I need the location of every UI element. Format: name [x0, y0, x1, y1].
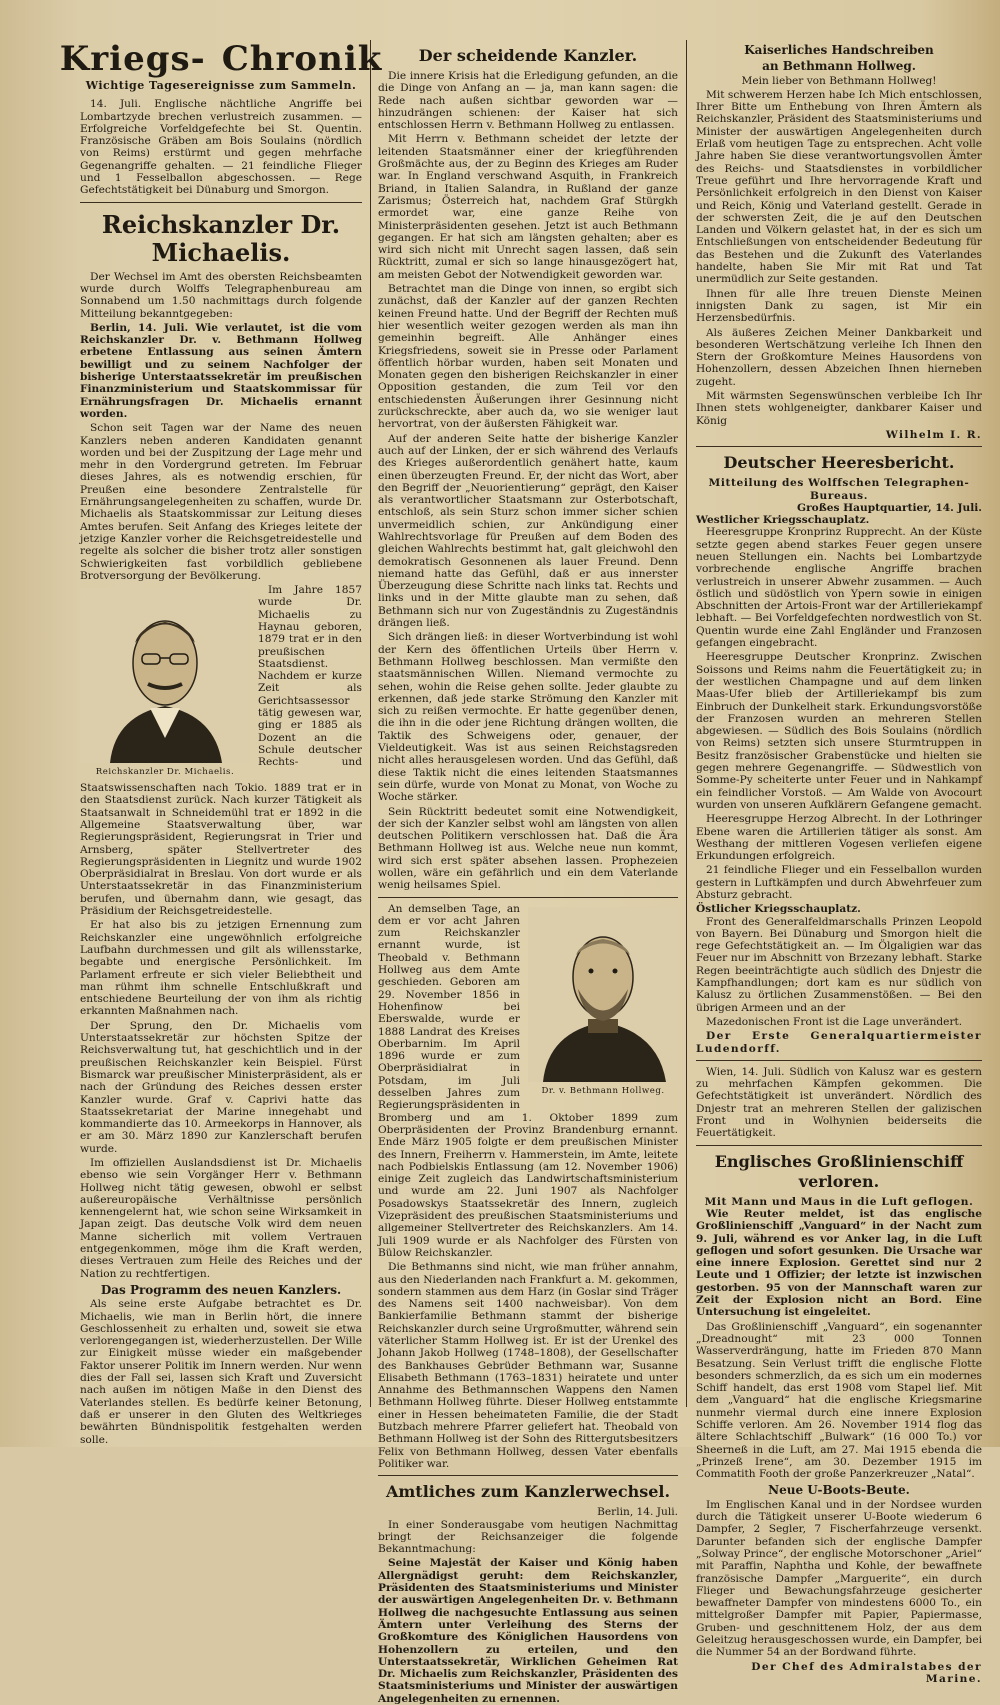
paragraph: Auf der anderen Seite hatte der bisherige Kanzler auch auf der Linken, der er sich während des Verlaufs des Krieges außerordentlich genähert hatte, kaum einen überzeugten Freund. Er, der nicht das Wort, aber den Begriff der „Neuorientierung“ geprägt, den Kaiser als verantwortlicher Staatsmann zur Osterbotschaft, entschloß, als sein Sturz schon immer sicher schien unvermeidlich schien, zur Ankündigung einer Wahlrechtsvorlage für Preußen auf dem Boden des gleichen Wahlrechts bestimmt hat, galt gleichwohl den demokratisch Gesonnenen als lauer Freund. Denn niemand hatte das Gefühl, daß er aus innerster Überzeugung diese Schritte nach links tat. Rechts und links und in der Mitte glaubte man zu sehen, daß Bethmann sich nur von Zugeständnis zu Zugeständnis drängen ließ.	[378, 432, 678, 630]
divider	[696, 1145, 982, 1146]
masthead-left: Kriegs-	[59, 39, 206, 79]
portrait-caption: Dr. v. Bethmann Hollweg.	[541, 1085, 665, 1096]
subheading-program: Das Programm des neuen Kanzlers.	[100, 1282, 342, 1297]
paragraph: Die Bethmanns sind nicht, wie man früher annahm, aus den Niederlanden nach Frankfurt a. M. gekommen, sondern stammen aus dem Harz (in Goslar sind Träger des Namens seit 1400 nachweisbar). Von dem Bankierfamilie Bethmann stammt der bisherige Reichskanzler durch seine Urgroßmutter, während sein väterlicher Stamm Hollweg ist. Er ist der Urenkel des Johann Jakob Hollweg (1748–1808), der Gesellschafter des Bankhauses Gebrüder Bethmann war, Susanne Elisabeth Bethmann (1763–1831) heiratete und unter Annahme des Bethmannschen Wappens den Namen Bethmann Hollweg führte. Dieser Hollweg entstammte einer in Hessen beheimateten Familie, die der Stadt Butzbach mehrere Pfarrer geliefert hat. Theobald von Bethmann Hollweg ist der Sohn des Rittergutsbesitzers Felix von Bethmann Hollweg, dessen Vater ebenfalls Politiker war.	[378, 1261, 678, 1470]
headline-amtliches: Amtliches zum Kanzlerwechsel.	[385, 1482, 671, 1502]
subheading-west: Westlicher Kriegsschauplatz.	[696, 514, 870, 527]
portrait-bethmann-image	[528, 907, 678, 1082]
hq-line: Großes Hauptquartier, 14. Juli.	[797, 501, 982, 514]
portrait-michaelis-image	[80, 588, 250, 763]
signature: Wilhelm I. R.	[885, 428, 982, 441]
divider	[696, 1060, 982, 1061]
paragraph: 21 feindliche Flieger und ein Fesselballon wurden gestern in Luftkämpfen und durch Abwehrfeuer zum Absturz gebracht.	[696, 864, 982, 901]
column-left	[59, 39, 383, 1446]
paragraph: Mazedonischen Front ist die Lage unverändert.	[706, 1015, 963, 1028]
paragraph: Im offiziellen Auslandsdienst ist Dr. Michaelis ebenso wie sein Vorgänger Herr v. Bethmann Hollweg nicht tätig gewesen, obwohl er selbst außereuropäische Verhältnisse persönlich kennengelernt hat, wie schon seine Wirksamkeit in Japan zeigt. Das deutsche Volk wird dem neuen Manne sicherlich mit vollem Vertrauen entgegenkommen, möge ihm die Kraft werden, dieses Vertrauen zum Heile des Reiches und der Nation zu rechtfertigen.	[80, 1157, 362, 1280]
paragraph: Ihnen für alle Ihre treuen Dienste Meinen innigsten Dank zu sagen, ist Mir ein Herzensbedürfnis.	[696, 287, 982, 325]
paragraph: Mit Herrn v. Bethmann scheidet der letzte der leitenden Staatsmänner einer der kriegführenden Großmächte aus, der zu Beginn des Krieges am Ruder war. In England verschwand Asquith, in Frankreich Briand, in Italien Salandra, in Rußland der ganze Zarismus; Österreich hat, nachdem Graf Stürgkh ermordet war, eine ganze Reihe von Ministerpräsidenten gesehen. Jetzt ist auch Bethmann gegangen. Er hat sich am längsten gehalten; aber es wird sich nicht mit Unrecht sagen lassen, daß sein Rücktritt, zumal er sich so lange hinausgezögert hat, am meisten Gebot der Notwendigkeit geworden war.	[378, 133, 678, 281]
subheading-vanguard: Mit Mann und Maus in die Luft geflogen.	[704, 1195, 974, 1208]
paragraph: Der Sprung, den Dr. Michaelis vom Unterstaatssekretär zur höchsten Spitze der Reichsverwaltung tut, hat geschichtlich und in der preußischen Reichskanzler kein Beispiel. Fürst Bismarck war preußischer Ministerpräsident, als er nach der Gründung des Reiches dessen erster Kanzler wurde. Graf v. Caprivi hatte das Staatssekretariat der Marine innegehabt und kommandierte das 10. Armeekorps in Hannover, als er am 30. März 1890 zur Kanzlerschaft berufen wurde.	[80, 1019, 362, 1155]
headline-handschreiben-b: an Bethmann Hollweg.	[762, 59, 916, 74]
paragraph: Sich drängen ließ: in dieser Wortverbindung ist wohl der Kern des öffentlichen Urteils über Herrn v. Bethmann Hollweg beschlossen. Man vermißte den staatsmännischen Willen. Niemand vermochte zu sehen, wohin die Reise gehen sollte. Jeder glaubte zu erkennen, daß jede starke Strömung den Kanzler mit sich zu reißen vermochte. Er hatte gegenüber denen, die ihn in die oder jene Richtung drängen wollten, die Taktik des Schweigens oder, genauer, der Vieldeutigkeit. Was ist aus seinen Reichstagsreden nicht alles herausgelesen worden. Und das Gefühl, daß diese Taktik nicht die eines leitenden Staatsmannes sein dürfe, wurde von Monat zu Monat, von Woche zu Woche stärker.	[378, 631, 678, 804]
divider	[378, 1475, 678, 1476]
paragraph: In einer Sonderausgabe vom heutigen Nachmittag bringt der Reichsanzeiger die folgende Bekanntmachung:	[378, 1518, 678, 1556]
chronik-text: 14. Juli. Englische nächtliche Angriffe bei Lombartzyde brechen verlustreich zusammen. — Erfolgreiche Vorfeldgefechte bei St. Quentin. Französische Gräben am Bois Soulains (nördlich von Reims) erstürmt und gegen mehrfache Gegenangriffe gehalten. — 21 feindliche Flieger und 1 Fesselballon abgeschossen. — Rege Gefechtstätigkeit bei Dünaburg und Smorgon.	[80, 98, 362, 197]
column-middle	[378, 40, 678, 1705]
column-right	[696, 40, 982, 1685]
headline-bethmann: Der scheidende Kanzler.	[418, 46, 638, 65]
paragraph-signature: Der Erste Generalquartiermeister Ludendorff.	[696, 1030, 982, 1055]
divider	[378, 897, 678, 898]
subheading-u-boot: Neue U-Boots-Beute.	[768, 1483, 910, 1498]
paragraph: Die innere Krisis hat die Erledigung gefunden, an die die Dinge von Anfang an — ja, man kann sagen: die Rede nach außen sichtbar geworden war — hinzudrängen schienen: der Kaiser hat sich entschlossen Herrn v. Bethmann Hollweg zu entlassen.	[378, 70, 678, 132]
divider	[80, 202, 362, 203]
paragraph: Schon seit Tagen war der Name des neuen Kanzlers neben anderen Kandidaten genannt worden und bei der Zuspitzung der Lage mehr und mehr in den Vordergrund getreten. Im Februar dieses Jahres, als es notwendig erschien, für Preußen eine besondere Zentralstelle für Ernährungsangelegenheiten zu schaffen, wurde Dr. Michaelis als Staatskommissar zur Leitung dieses Amtes berufen. Seit Anfang des Krieges leitete der jetzige Kanzler vorher die Reichsgetreidestelle und regelte als solcher die bisher trotz aller sonstigen Schwierigkeiten fast vorbildlich gebliebene Brotversorgung der Bevölkerung.	[80, 422, 362, 582]
paragraph-decree: Seine Majestät der Kaiser und König haben Allergnädigst geruht: dem Reichskanzler, Präsidenten des Staatsministeriums und Minister der auswärtigen Angelegenheiten Dr. v. Bethmann Hollweg die nachgesuchte Entlassung aus seinen Ämtern unter Verleihung des Sterns der Großkomture des Königlichen Hausordens von Hohenzollern zu erteilen, und den Unterstaatssekretär, Wirklichen Geheimen Rat Dr. Michaelis zum Reichskanzler, Präsidenten des Staatsministeriums und Minister der auswärtigen Angelegenheiten zu ernennen.	[378, 1557, 678, 1705]
paragraph: Wie Reuter meldet, ist das englische Großlinienschiff „Vanguard“ in der Nacht zum 9. Juli, während es vor Anker lag, in die Luft geflogen und sofort gesunken. Die Ursache war eine innere Explosion. Gerettet sind nur 2 Leute und 1 Offizier; der letzte ist inzwischen gestorben. 95 von der Mannschaft waren zur Zeit der Explosion nicht an Bord. Eine Untersuchung ist eingeleitet.	[696, 1207, 982, 1319]
column-rule	[686, 40, 687, 1407]
masthead-subtitle: Wichtige Tagesereignisse zum Sammeln.	[85, 79, 357, 92]
portrait-michaelis	[80, 588, 250, 778]
headline-heeresbericht: Deutscher Heeresbericht.	[723, 453, 955, 473]
paragraph: An demselben Tage, an dem er vor acht Jahren zum Reichskanzler ernannt wurde, ist Theobald v. Bethmann Hollweg aus dem Amte geschieden. Geboren am 29. November 1856 in Hohenfinow bei Eberswalde, wurde er 1888 Landrat des Kreises Oberbarnim. Im April 1896 wurde er zum Oberpräsidialrat in Potsdam, im Juli desselben Jahres zum Regierungspräsidenten in Bromberg und am 1. Oktober 1899 zum Oberpräsidenten der Provinz Brandenburg ernannt. Ende März 1905 folgte er dem preußischen Minister des Innern, Freiherrn v. Hammerstein, im Amte, leitete nach Podbielskis Entlassung (am 12. November 1906) einige Zeit zugleich das Landwirtschaftsministerium und wurde am 22. Juni 1907 als Nachfolger Posadowskys Staatssekretär des Innern, zugleich Vizepräsident des preußischen Staatsministeriums und allgemeiner Stellvertreter des Reichskanzlers. Am 14. Juli 1909 wurde er als Nachfolger des Fürsten von Bülow Reichskanzler.	[378, 902, 678, 1259]
headline-handschreiben: Kaiserliches Handschreiben	[744, 43, 934, 57]
paragraph: Das Großlinienschiff „Vanguard“, ein sogenannter „Dreadnought“ mit 23 000 Tonnen Wasserverdrängung, hatte im Frieden 870 Mann Besatzung. Sein Verlust trifft die englische Flotte besonders schmerzlich, da es sich um ein modernes Schiff handelt, das erst 1908 vom Stapel lief. Mit dem „Vanguard“ hat die englische Kriegsmarine nunmehr viermal durch eine innere Explosion Schiffe verloren. Am 26. November 1914 flog das ältere Schlachtschiff „Bulwark“ (16 000 To.) vor Sheerneß in die Luft, am 27. Mai 1915 ebenda die „Prinzeß Irene“, am 30. Dezember 1915 im Commatith Footh der große Panzerkreuzer „Natal“.	[696, 1320, 982, 1481]
masthead-right: Chronik	[221, 39, 383, 79]
paragraph: Heeresgruppe Deutscher Kronprinz. Zwischen Soissons und Reims nahm die Feuertätigkeit zu; in der westlichen Champagne und auf dem linken Maas-Ufer blieb der Artilleriekampf bis zum Einbruch der Dunkelheit stark. Erkundungsvorstöße der Franzosen wurden an mehreren Stellen abgewiesen. — Südlich des Bois Soulains (nördlich von Reims) setzten sich unsere Sturmtruppen in Besitz französischer Grabenstücke und hielten sie gegen mehrere Gegenangriffe. — Südwestlich von Somme-Py scheiterte unter Feuer und in Nahkampf ein feindlicher Vorstoß. — Am Walde von Avocourt wurden von unseren Aufklärern Gefangene gemacht.	[696, 651, 982, 811]
portrait-bethmann	[528, 907, 678, 1097]
paragraph: Mit schwerem Herzen habe Ich Mich entschlossen, Ihrer Bitte um Enthebung von Ihren Ämtern als Reichskanzler, Präsident des Staatsministeriums und Minister der auswärtigen Angelegenheiten durch Erlaß vom heutigen Tage zu entsprechen. Acht volle Jahre haben Sie diese verantwortungsvollen Ämter des Reichs- und Staatsdienstes in vorbildlicher Treue geführt und Ihre hervorragende Kraft und Persönlichkeit erfolgreich in den Dienst von Kaiser und Reich, König und Vaterland gestellt. Gerade in der schwersten Zeit, die je auf den Deutschen Landen und Völkern gelastet hat, in der es sich um Entschließungen von entscheidender Bedeutung für das Bestehen und die Zukunft des Vaterlandes handelte, haben Sie Mir mit Rat und Tat unermüdlich zur Seite gestanden.	[696, 88, 982, 286]
signature-admiralstab: Der Chef des Admiralstabes der Marine.	[751, 1660, 982, 1685]
paragraph: Als seine erste Aufgabe betrachtet es Dr. Michaelis, wie man in Berlin hört, die innere Geschlossenheit zu erhalten und, soweit sie etwa verlorengegangen ist, wiederherzustellen. Der Wille zur Einigkeit müsse wieder ein maßgebender Faktor unserer Politik im Innern werden. Nur wenn dies der Fall sei, lassen sich Kraft und Zuversicht nach außen im nötigen Maße in den Dienst des Vaterlandes stellen. Es bedürfe keiner Betonung, daß er unserer in den Gluten des Weltkrieges bewährten Bündnispolitik festgehalten werden solle.	[80, 1298, 362, 1446]
paragraph: Heeresgruppe Herzog Albrecht. In der Lothringer Ebene waren die Artillerien tätiger als sonst. Am Westhang der mittleren Vogesen verliefen eigene Erkundungen erfolgreich.	[696, 813, 982, 863]
paragraph: Sein Rücktritt bedeutet somit eine Notwendigkeit, der sich der Kanzler selbst wohl am längsten von allen deutschen Politikern verschlossen hat. Daß die Ära Bethmann Hollweg ist aus. Welche neue nun kommt, wird sich erst später absehen lassen. Prophezeien wollen, wäre ein gefährlich und ein dem Vaterlande wenig heilsames Spiel.	[378, 805, 678, 892]
column-rule	[370, 40, 371, 1407]
source-line: Mitteilung des Wolffschen Telegraphen-Bureaus.	[708, 477, 970, 502]
paragraph: Im Jahre 1857 wurde Dr. Michaelis zu Haynau geboren, 1879 trat er in den preußischen Staatsdienst. Nachdem er kurze Zeit als Gerichtsassessor tätig gewesen war, ging er 1885 als Dozent an die Schule deutscher Rechts- und Staatswissenschaften nach Tokio. 1889 trat er in den Staatsdienst zurück. Nach kurzer Tätigkeit als Staatsanwalt in Schneidemühl trat er 1892 in die Allgemeine Staatsverwaltung über, war Regierungspräsident, Regierungsrat in Trier und Arnsberg, später Stellvertreter des Regierungspräsidenten in Liegnitz und wurde 1902 Oberpräsidialrat in Breslau. Von dort wurde er als Unterstaatssekretär in das Finanzministerium berufen, und übernahm dann, wie gesagt, das Präsidium der Reichsgetreidestelle.	[80, 584, 362, 918]
paragraph-announcement: Berlin, 14. Juli. Wie verlautet, ist die vom Reichskanzler Dr. v. Bethmann Hollweg erbetene Entlassung aus seinen Ämtern bewilligt und zu seinem Nachfolger der bisherige Unterstaatssekretär im preußischen Finanzministerium und Staatskommissar für Ernährungsfragen Dr. Michaelis ernannt worden.	[80, 321, 362, 420]
paragraph: Betrachtet man die Dinge von innen, so ergibt sich zunächst, daß der Kanzler auf der ganzen Rechten keinen Freund hatte. Und der Begriff der Rechten muß hier wesentlich weiter gezogen werden als man ihn gemeinhin begreift. Alle Anhänger eines Kriegsfriedens, soweit sie in Presse oder Parlament öffentlich hörbar wurden, haben seit Monaten und Monaten gegen den bisherigen Reichskanzler in einer Opposition gestanden, die zum Teil vor den entschiedensten Äußerungen ihrer Gesinnung nicht zurückschreckte, aber auch da, wo sie weniger laut hervortrat, von der äußersten Fähigkeit war.	[378, 283, 678, 431]
paragraph: Wien, 14. Juli. Südlich von Kalusz war es gestern zu mehrfachen Kämpfen gekommen. Die Gefechtstätigkeit ist unverändert. Nördlich des Dnjestr trat an mehreren Stellen der galizischen Front und in Wolhynien beiderseits die Feuertätigkeit.	[696, 1065, 982, 1140]
portrait-caption: Reichskanzler Dr. Michaelis.	[95, 767, 235, 778]
paragraph: Der Wechsel im Amt des obersten Reichsbeamten wurde durch Wolffs Telegraphenbureau am Sonnabend um 1.50 nachmittags durch folgende Mitteilung bekanntgegeben:	[80, 270, 362, 320]
paragraph: Mit wärmsten Segenswünschen verbleibe Ich Ihr Ihnen stets wohlgeneigter, dankbarer Kaiser und König	[696, 390, 982, 427]
divider	[696, 446, 982, 447]
salutation: Mein lieber von Bethmann Hollweg!	[741, 74, 937, 87]
paragraph: Front des Generalfeldmarschalls Prinzen Leopold von Bayern. Bei Dünaburg und Smorgon hielt die rege Gefechtstätigkeit an. — Im Ölgaligien war das Feuer nur im Abschnitt von Brzezany lebhaft. Starke Regen beeinträchtigte auch südlich des Dnjestr die Kampfhandlungen; dort kam es nur südlich von Kalusz zu örtlichen Zusammenstößen. — Bei den übrigen Armeen und an der	[696, 915, 982, 1014]
headline-michaelis: Reichskanzler Dr. Michaelis.	[101, 209, 341, 267]
headline-vanguard: Englisches Großlinienschiff verloren.	[714, 1151, 964, 1191]
dateline: Berlin, 14. Juli.	[597, 1506, 678, 1519]
paragraph: Heeresgruppe Kronprinz Rupprecht. An der Küste setzte gegen abend starkes Feuer gegen unsere neuen Stellungen ein. Nachts bei Lombartzyde vorbrechende englische Angriffe brachen verlustreich in unserer Abwehr zusammen. — Auch östlich und südöstlich von Ypern sowie in einigen Abschnitten der Artois-Front war der Artilleriekampf lebhaft. — Bei Vorfeldgefechten nordwestlich von St. Quentin wurde eine Zahl Engländer und Franzosen gefangen eingebracht.	[696, 526, 982, 650]
paragraph: Im Englischen Kanal und in der Nordsee wurden durch die Tätigkeit unserer U-Boote wiederum 6 Dampfer, 2 Segler, 7 Fischerfahrzeuge versenkt. Darunter befanden sich der englische Dampfer „Solway Prince“, der englische Motorschoner „Ariel“ mit Paraffin, Naphtha und Kohle, der bewaffnete französische Dampfer „Marguerite“, ein durch Flieger und Bewachungsfahrzeuge gesicherter bewaffneter Dampfer von mindestens 6000 To., ein mittelgroßer Dampfer mit Papier, Papiermasse, Gruben- und geschnittenem Holz, der aus dem Geleitzug herausgeschossen wurde, ein Dampfer, bei die Nummer 54 an der Bordwand führte.	[696, 1498, 982, 1659]
masthead	[59, 39, 383, 79]
paragraph: Als äußeres Zeichen Meiner Dankbarkeit und besonderen Wertschätzung verleihe Ich Ihnen den Stern der Großkomture Meines Hausordens von Hohenzollern, dessen Abzeichen Ihnen hierneben zugeht.	[696, 326, 982, 388]
paragraph: Er hat also bis zu jetzigen Ernennung zum Reichskanzler eine ungewöhnlich erfolgreiche Laufbahn durchmessen und gilt als willensstarke, begabte und energische Persönlichkeit. Im Parlament erfreute er sich vieler Beliebtheit und man rühmt ihm schnelle Entschlußkraft und entschiedene Beurteilung der von ihm als richtig erkannten Maßnahmen nach.	[80, 919, 362, 1018]
subheading-east: Östlicher Kriegsschauplatz.	[696, 903, 861, 916]
